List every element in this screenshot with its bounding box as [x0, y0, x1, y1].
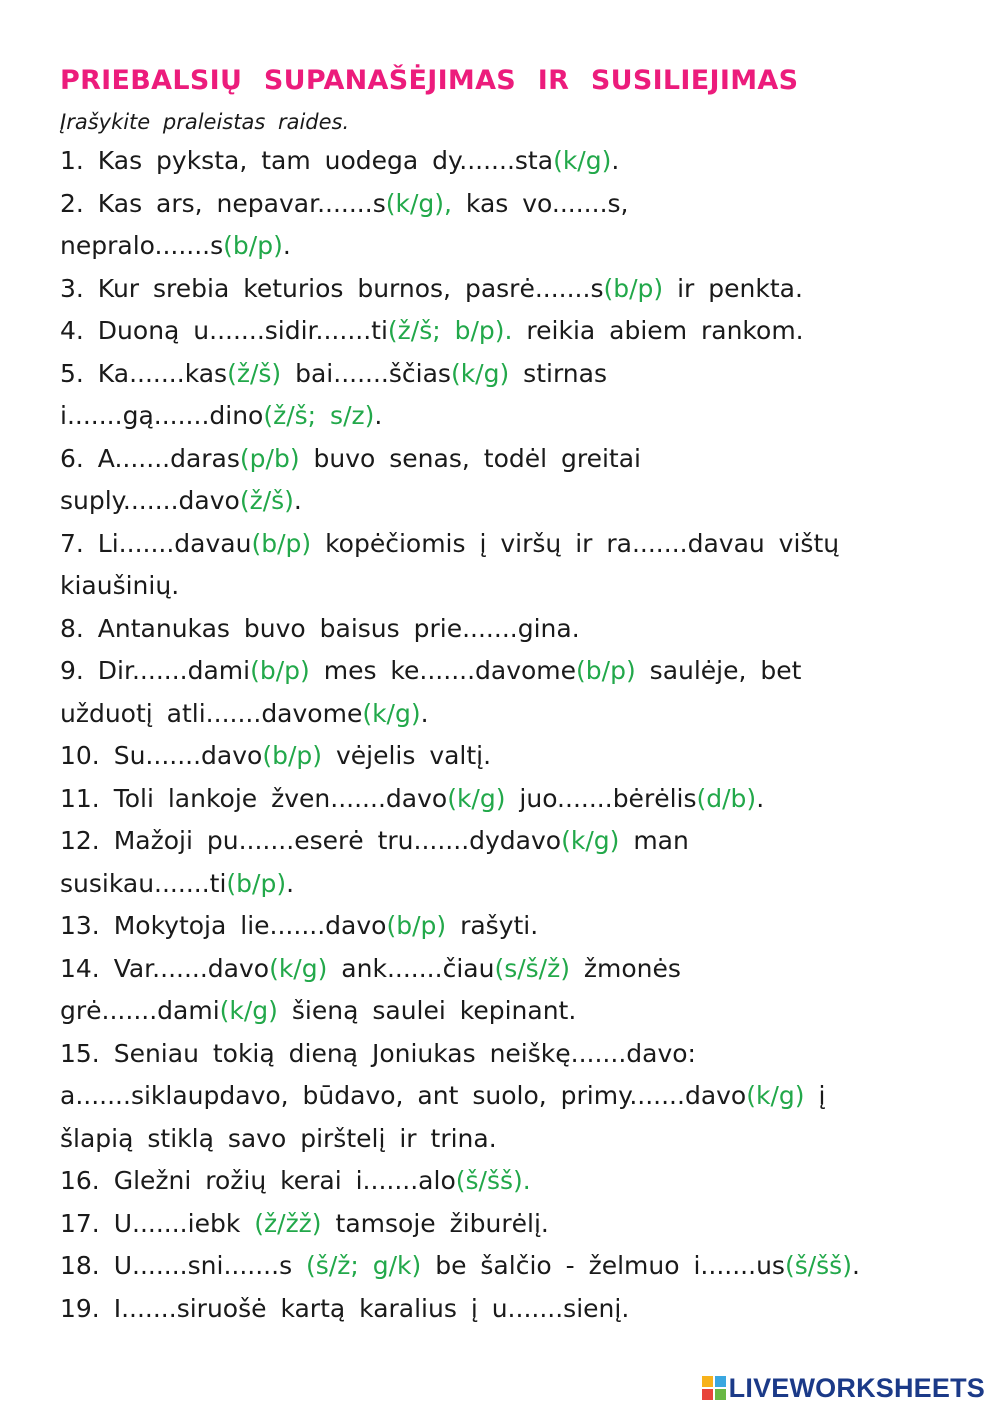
exercise-text: suply.......davo — [60, 486, 240, 515]
exercise-text: 5. Ka.......kas — [60, 358, 228, 388]
exercise-text: žmonės — [569, 953, 681, 983]
letter-hint: (b/p) — [250, 656, 310, 685]
exercise-text: . — [374, 401, 383, 430]
brand-name: LIVEWORKSHEETS — [728, 1372, 985, 1403]
letter-hint: (k/g) — [219, 996, 278, 1025]
exercise-line — [60, 608, 960, 651]
letter-hint: (b/p) — [576, 656, 636, 685]
exercise-text: 12. Mažoji pu.......eserė tru.......dydavo — [60, 826, 562, 855]
letter-hint: (b/p) — [603, 273, 664, 303]
exercise-text: bai.......ščias — [281, 358, 451, 388]
exercise-text: . — [282, 231, 291, 260]
letter-hint: (ž/žž) — [254, 1208, 322, 1238]
letter-hint: (b/p) — [223, 231, 283, 260]
letter-hint: (ž/š; b/p). — [387, 316, 513, 345]
exercise-line — [60, 1160, 960, 1203]
letter-hint: (ž/š) — [239, 486, 294, 515]
exercise-text: 2. Kas ars, nepavar.......s — [60, 188, 386, 218]
exercise-text: kas vo.......s, — [451, 188, 629, 218]
exercise-line — [60, 820, 960, 863]
letter-hint: (š/ž; g/k) — [306, 1251, 422, 1280]
letter-hint: (k/g) — [553, 146, 612, 175]
exercise-text: ir penkta. — [663, 273, 803, 303]
letter-hint: (b/p) — [262, 741, 322, 770]
exercise-text: 18. U.......sni.......s — [60, 1251, 307, 1280]
exercise-text: šieną saulei kepinant. — [277, 996, 577, 1025]
exercise-line — [60, 905, 960, 948]
exercise-text: rašyti. — [446, 911, 539, 940]
exercise-line — [60, 778, 960, 821]
exercise-text: 6. A.......daras — [60, 443, 240, 473]
exercise-line — [60, 735, 960, 778]
exercise-text: man — [619, 826, 689, 855]
exercise-text: kiaušinių. — [60, 571, 180, 600]
exercise-text: . — [420, 698, 429, 728]
exercise-text: reikia abiem rankom. — [512, 316, 804, 345]
exercise-text: 16. Gležni rožių kerai i.......alo — [60, 1166, 456, 1195]
exercise-text: 11. Toli lankoje žven.......davo — [60, 783, 448, 813]
exercise-text: . — [756, 783, 765, 813]
exercise-line — [60, 140, 960, 183]
letter-hint: (d/b) — [696, 783, 757, 813]
exercise-text: 13. Mokytoja lie.......davo — [60, 911, 387, 940]
exercise-line — [60, 480, 960, 523]
exercise-list — [60, 140, 960, 1330]
exercise-text: 10. Su.......davo — [60, 741, 263, 770]
exercise-text: stirnas — [509, 358, 607, 388]
exercise-line — [60, 1203, 960, 1246]
exercise-line — [60, 523, 960, 566]
exercise-text: a.......siklaupdavo, būdavo, ant suolo, primy.......davo — [60, 1081, 747, 1110]
letter-hint: (k/g) — [362, 698, 421, 728]
exercise-line — [60, 693, 960, 736]
letter-hint: (s/š/ž) — [494, 953, 570, 983]
exercise-text: 9. Dir.......dami — [60, 656, 251, 685]
exercise-line — [60, 225, 960, 268]
exercise-text: šlapią stiklą savo pirštelį ir trina. — [60, 1123, 497, 1153]
exercise-line — [60, 1075, 960, 1118]
worksheet — [60, 58, 960, 1330]
exercise-text: nepralo.......s — [60, 231, 224, 260]
exercise-line — [60, 438, 960, 481]
exercise-text: 17. U.......iebk — [60, 1208, 255, 1238]
exercise-line — [60, 990, 960, 1033]
exercise-line — [60, 310, 960, 353]
exercise-text: 14. Var.......davo — [60, 953, 270, 983]
exercise-text: 15. Seniau tokią dieną Joniukas neiškę.......davo: — [60, 1038, 696, 1068]
exercise-text: susikau.......ti — [60, 868, 227, 898]
exercise-line — [60, 1288, 960, 1331]
exercise-text: 1. Kas pyksta, tam uodega dy.......sta — [60, 146, 554, 175]
exercise-line — [60, 395, 960, 438]
letter-hint: (k/g) — [746, 1081, 805, 1110]
exercise-text: 7. Li.......davau — [60, 528, 252, 558]
exercise-line — [60, 268, 960, 311]
exercise-line — [60, 183, 960, 226]
exercise-text: 8. Antanukas buvo baisus prie.......gina. — [60, 613, 580, 643]
exercise-text: grė.......dami — [60, 996, 220, 1025]
letter-hint: (b/p) — [251, 528, 312, 558]
exercise-line — [60, 1245, 960, 1288]
letter-hint: (ž/š) — [227, 358, 282, 388]
exercise-text: kopėčiomis į viršų ir ra.......davau vištų — [311, 528, 840, 558]
exercise-text: vėjelis valtį. — [322, 741, 492, 770]
exercise-text: ank.......čiau — [327, 953, 495, 983]
worksheet-title: PRIEBALSIŲ SUPANAŠĖJIMAS IR SUSILIEJIMAS — [60, 65, 799, 96]
exercise-text: buvo senas, todėl greitai — [299, 443, 641, 473]
exercise-text: . — [293, 486, 302, 515]
letter-hint: (k/g) — [269, 953, 328, 983]
exercise-text: saulėje, bet — [635, 656, 802, 685]
exercise-text: be šalčio - želmuo i.......us — [421, 1251, 785, 1280]
exercise-line — [60, 863, 960, 906]
exercise-text: užduotį atli.......davome — [60, 698, 363, 728]
exercise-text: 19. I.......siruošė kartą karalius į u.......sienį. — [60, 1293, 630, 1323]
exercise-line — [60, 948, 960, 991]
exercise-text: 3. Kur srebia keturios burnos, pasrė.......s — [60, 273, 604, 303]
exercise-text: i.......gą.......dino — [60, 401, 264, 430]
letter-hint: (š/šš) — [784, 1251, 852, 1280]
liveworksheets-brand[interactable] — [702, 1370, 985, 1406]
letter-hint: (p/b) — [239, 443, 300, 473]
letter-hint: (k/g) — [447, 783, 506, 813]
letter-hint: (k/g), — [385, 188, 452, 218]
exercise-text: į — [804, 1081, 826, 1110]
letter-hint: (b/p) — [226, 868, 287, 898]
exercise-text: . — [851, 1251, 860, 1280]
exercise-line — [60, 565, 960, 608]
letter-hint: (k/g) — [561, 826, 620, 855]
exercise-text: mes ke.......davome — [309, 656, 577, 685]
liveworksheets-logo-icon — [702, 1376, 726, 1400]
letter-hint: (k/g) — [450, 358, 510, 388]
exercise-line — [60, 353, 960, 396]
letter-hint: (b/p) — [386, 911, 447, 940]
exercise-text: . — [286, 868, 295, 898]
exercise-text: juo.......bėrėlis — [505, 783, 697, 813]
exercise-text: tamsoje žiburėlį. — [321, 1208, 549, 1238]
exercise-text: . — [611, 146, 620, 175]
exercise-text: 4. Duoną u.......sidir.......ti — [60, 316, 388, 345]
worksheet-instruction: Įrašykite praleistas raides. — [60, 110, 350, 134]
letter-hint: (š/šš). — [455, 1166, 531, 1195]
exercise-line — [60, 1118, 960, 1161]
exercise-line — [60, 1033, 960, 1076]
exercise-line — [60, 650, 960, 693]
letter-hint: (ž/š; s/z) — [263, 401, 375, 430]
